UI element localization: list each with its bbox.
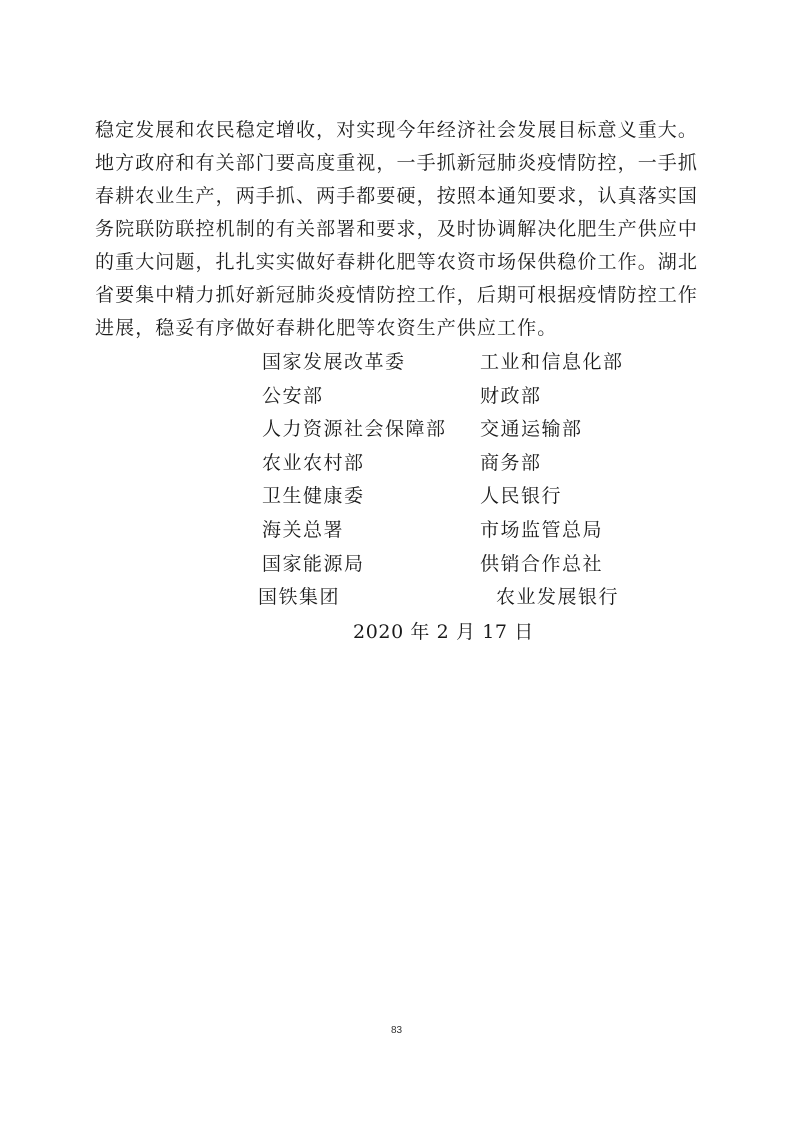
signatory-row	[258, 346, 658, 380]
signatory-name: 农业发展银行	[496, 586, 620, 609]
signatory-name: 国家发展改革委	[262, 351, 406, 373]
paragraph-line: 地方政府和有关部门要高度重视，一手抓新冠肺炎疫情防控，一手抓	[95, 152, 699, 174]
signatory-list	[258, 346, 658, 615]
signatory-row	[258, 380, 658, 414]
paragraph-line: 春耕农业生产，两手抓、两手都要硬，按照本通知要求，认真落实国	[95, 185, 699, 207]
document-date: 2020 年 2 月 17 日	[353, 621, 534, 643]
signatory-name: 供销合作总社	[480, 552, 604, 575]
signatory-name: 海关总署	[262, 518, 345, 541]
signatory-row	[258, 447, 658, 481]
signatory-name: 商务部	[480, 451, 542, 474]
signatory-name: 市场监管总局	[480, 518, 604, 541]
signatory-name: 财政部	[480, 384, 542, 407]
signatory-name: 卫生健康委	[262, 485, 365, 508]
paragraph-line: 稳定发展和农民稳定增收，对实现今年经济社会发展目标意义重大。	[95, 119, 699, 141]
paragraph-line: 进展，稳妥有序做好春耕化肥等农资生产供应工作。	[95, 317, 558, 339]
signatory-name: 人民银行	[480, 485, 563, 508]
body-paragraph	[95, 114, 707, 345]
paragraph-line: 省要集中精力抓好新冠肺炎疫情防控工作，后期可根据疫情防控工作	[95, 284, 699, 306]
signatory-name: 交通运输部	[480, 418, 583, 441]
signatory-row	[258, 480, 658, 514]
signatory-name: 国家能源局	[262, 552, 365, 575]
signatory-name: 人力资源社会保障部	[262, 418, 447, 441]
signatory-name: 工业和信息化部	[480, 351, 624, 373]
paragraph-line: 的重大问题，扎扎实实做好春耕化肥等农资市场保供稳价工作。湖北	[95, 251, 699, 273]
page-number: 83	[390, 1025, 403, 1036]
signatory-row	[258, 413, 658, 447]
paragraph-line: 务院联防联控机制的有关部署和要求，及时协调解决化肥生产供应中	[95, 218, 699, 240]
signatory-name: 国铁集团	[258, 586, 341, 609]
signatory-row	[258, 548, 658, 582]
signatory-row	[258, 514, 658, 548]
signatory-name: 农业农村部	[262, 451, 365, 474]
signatory-row	[258, 581, 658, 615]
signatory-name: 公安部	[262, 384, 324, 407]
